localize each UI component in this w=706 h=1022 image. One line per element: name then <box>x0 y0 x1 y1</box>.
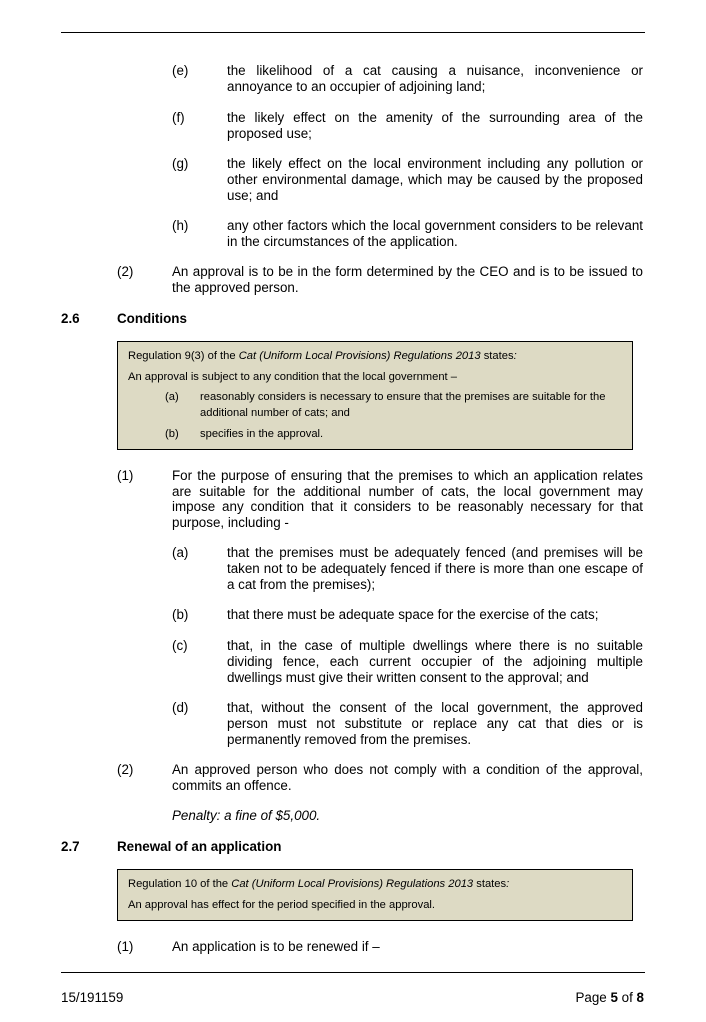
criterion-text: use; and <box>227 188 279 203</box>
paragraph-text: An approval is to be in the form determined by the CEO and is to be issued to <box>172 264 643 279</box>
section-heading: Renewal of an application <box>117 839 282 854</box>
paragraph-text: purpose, including - <box>172 515 289 530</box>
penalty-text: Penalty: a fine of $5,000. <box>172 808 321 823</box>
section-number: 2.6 <box>61 311 80 326</box>
header-rule <box>61 32 645 33</box>
criterion-label: (h) <box>172 218 189 233</box>
regulation-item-text: specifies in the approval. <box>200 428 324 440</box>
condition-text: person must not substitute or replace any cat that dies or is <box>227 716 643 731</box>
paragraph-label: (2) <box>117 264 134 279</box>
regulation-item-label: (a) <box>165 391 179 403</box>
paragraph-text: the approved person. <box>172 280 299 295</box>
paragraph-text: An application is to be renewed if – <box>172 939 380 954</box>
criterion-text: the likely effect on the local environment including any pollution or <box>227 156 643 171</box>
criterion-text: the likelihood of a cat causing a nuisance, inconvenience or <box>227 63 643 78</box>
paragraph-label: (2) <box>117 762 134 777</box>
condition-text: permanently removed from the premises. <box>227 732 472 747</box>
regulation-item-text: additional number of cats; and <box>200 407 350 419</box>
criterion-label: (g) <box>172 156 189 171</box>
paragraph-text: impose any condition that it considers to be reasonably necessary for that <box>172 499 643 514</box>
regulation-text: An approval has effect for the period specified in the approval. <box>128 899 436 911</box>
section-heading: Conditions <box>117 311 187 326</box>
criterion-text: proposed use; <box>227 126 312 141</box>
page-number: Page 5 of 8 <box>575 990 644 1005</box>
criterion-text: in the circumstances of the application. <box>227 234 458 249</box>
regulation-text: An approval is subject to any condition that the local government – <box>128 371 457 383</box>
paragraph-text: For the purpose of ensuring that the premises to which an application relates <box>172 468 643 483</box>
paragraph-label: (1) <box>117 468 134 483</box>
criterion-text: any other factors which the local government considers to be relevant <box>227 218 643 233</box>
condition-text: that, without the consent of the local government, the approved <box>227 700 643 715</box>
paragraph-text: are suitable for the additional number of cats, the local government may <box>172 484 643 499</box>
condition-text: that, in the case of multiple dwellings where there is no suitable <box>227 638 643 653</box>
paragraph-text: An approved person who does not comply with a condition of the approval, <box>172 762 643 777</box>
regulation-box <box>117 869 633 921</box>
regulation-intro: Regulation 10 of the Cat (Uniform Local Provisions) Regulations 2013 states: <box>128 878 510 890</box>
regulation-item-label: (b) <box>165 428 179 440</box>
condition-text: dividing fence, each current occupier of the adjoining multiple <box>227 654 643 669</box>
footer-rule <box>61 972 645 973</box>
condition-text: taken not to be adequately fenced if there is more than one escape of <box>227 561 643 576</box>
criterion-label: (f) <box>172 110 185 125</box>
regulation-intro: Regulation 9(3) of the Cat (Uniform Local Provisions) Regulations 2013 states: <box>128 350 517 362</box>
paragraph-label: (1) <box>117 939 134 954</box>
regulation-item-text: reasonably considers is necessary to ensure that the premises are suitable for the <box>200 391 606 403</box>
condition-label: (c) <box>172 638 188 653</box>
criterion-label: (e) <box>172 63 189 78</box>
condition-text: that there must be adequate space for the exercise of the cats; <box>227 607 599 622</box>
criterion-text: the likely effect on the amenity of the surrounding area of the <box>227 110 643 125</box>
paragraph-text: commits an offence. <box>172 778 292 793</box>
criterion-text: annoyance to an occupier of adjoining land; <box>227 79 486 94</box>
condition-label: (a) <box>172 545 189 560</box>
condition-text: a cat from the premises); <box>227 577 376 592</box>
section-number: 2.7 <box>61 839 80 854</box>
condition-label: (b) <box>172 607 189 622</box>
condition-text: dwellings must give their written consent to the approval; and <box>227 670 589 685</box>
regulation-box <box>117 341 633 450</box>
condition-text: that the premises must be adequately fenced (and premises will be <box>227 545 643 560</box>
document-reference: 15/191159 <box>61 990 124 1005</box>
condition-label: (d) <box>172 700 189 715</box>
criterion-text: other environmental damage, which may be caused by the proposed <box>227 172 643 187</box>
